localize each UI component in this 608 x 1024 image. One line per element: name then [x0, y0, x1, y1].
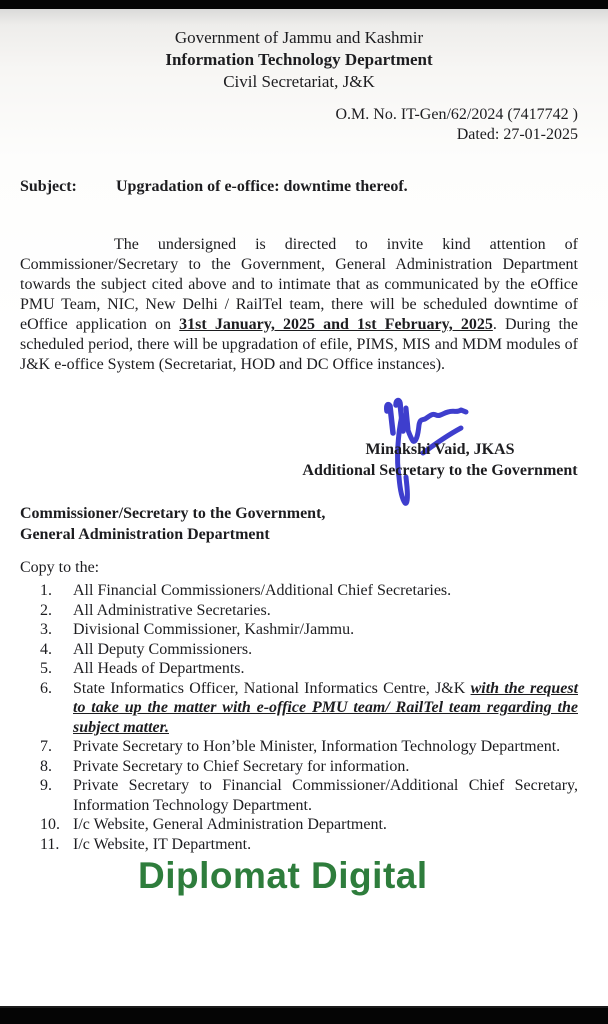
copy-item-1 — [40, 581, 578, 601]
addressee-line2: General Administration Department — [20, 526, 270, 543]
subject-label: Subject: — [20, 178, 77, 195]
copy-item-number: 9. — [40, 777, 52, 794]
subject-text: Upgradation of e-office: downtime thereof. — [116, 178, 408, 195]
copy-item-text: Divisional Commissioner, Kashmir/Jammu. — [73, 621, 355, 638]
letterhead-secretariat: Civil Secretariat, J&K — [223, 72, 375, 91]
copy-item-text: Private Secretary to Chief Secretary for information. — [73, 757, 410, 775]
copy-item-8 — [40, 757, 578, 777]
watermark: Diplomat Digital — [138, 855, 428, 896]
copy-item-number: 1. — [40, 582, 52, 599]
copy-item-text: All Financial Commissioners/Additional Chief Secretaries. — [73, 582, 452, 599]
copy-item-7 — [40, 737, 578, 757]
copy-item-number: 10. — [40, 816, 60, 833]
body-paragraph — [20, 235, 578, 375]
letterhead-department: Information Technology Department — [165, 50, 433, 69]
signature-block — [20, 389, 578, 499]
addressee-block — [20, 503, 578, 545]
copy-item-number: 7. — [40, 738, 52, 755]
om-number: O.M. No. IT-Gen/62/2024 (7417742 ) — [335, 106, 578, 123]
memo-content — [0, 9, 608, 898]
copy-item-4 — [40, 640, 578, 660]
memo-page — [0, 9, 608, 1008]
copy-item-6 — [40, 679, 578, 738]
signatory — [275, 439, 605, 481]
copy-item-number: 4. — [40, 640, 52, 658]
copy-heading: Copy to the: — [20, 559, 100, 576]
copy-item-11 — [40, 835, 578, 855]
copy-item-text: All Heads of Departments. — [73, 660, 245, 677]
copy-item-9 — [40, 776, 578, 815]
copy-item-text: State Informatics Officer, National Informatics Centre, J&K with the request to take up the matter with e-office PMU team/ RailTel team regarding the subject matter. — [73, 679, 579, 736]
copy-item-2 — [40, 601, 578, 621]
letterhead — [20, 27, 578, 93]
copy-item-number: 11. — [40, 835, 60, 853]
letterhead-government: Government of Jammu and Kashmir — [174, 28, 424, 47]
copy-item-number: 5. — [40, 660, 52, 677]
copy-item-5 — [40, 659, 578, 679]
copy-item-number: 3. — [40, 621, 52, 638]
copy-item-number: 8. — [40, 757, 52, 775]
copy-item-text: I/c Website, General Administration Department. — [73, 816, 387, 833]
copy-list — [20, 581, 578, 854]
addressee-line1: Commissioner/Secretary to the Government, — [20, 505, 326, 522]
subject-row — [20, 177, 578, 197]
body-text-tail: . During the scheduled period, there will be upgradation of efile, PIMS, MIS and MDM modules of J&K e-office System (Secretariat, HOD and DC Office instances). — [20, 316, 578, 373]
body-text-lead: The undersigned is directed to invite kind attention of Commissioner/Secretary to the Government, General Administration Department towards the subject cited above and to intimate that as communicated by the eOffice PMU Team, NIC, New Delhi / RailTel team, there will be scheduled downtime of eOffice application on — [20, 236, 578, 333]
copy-item-text: Private Secretary to Hon’ble Minister, Information Technology Department. — [73, 738, 561, 755]
copy-item-text: All Administrative Secretaries. — [73, 601, 271, 619]
copy-item-text: I/c Website, IT Department. — [73, 835, 252, 853]
copy-item-text: Private Secretary to Financial Commissioner/Additional Chief Secretary, Information Technology Department. — [73, 777, 578, 814]
copy-item-text: All Deputy Commissioners. — [73, 640, 253, 658]
photo-top-border — [0, 0, 608, 9]
downtime-dates: 31st January, 2025 and 1st February, 2025 — [179, 316, 493, 333]
copy-item-number: 2. — [40, 601, 52, 619]
copy-item-3 — [40, 620, 578, 640]
reference-block — [20, 105, 578, 145]
photo-bottom-border — [0, 1006, 608, 1024]
signatory-designation: Additional Secretary to the Government — [302, 462, 578, 479]
memo-date: Dated: 27-01-2025 — [456, 126, 578, 143]
copy-item-10 — [40, 815, 578, 835]
signatory-name: Minakshi Vaid, JKAS — [365, 441, 515, 458]
copy-item-number: 6. — [40, 679, 52, 697]
